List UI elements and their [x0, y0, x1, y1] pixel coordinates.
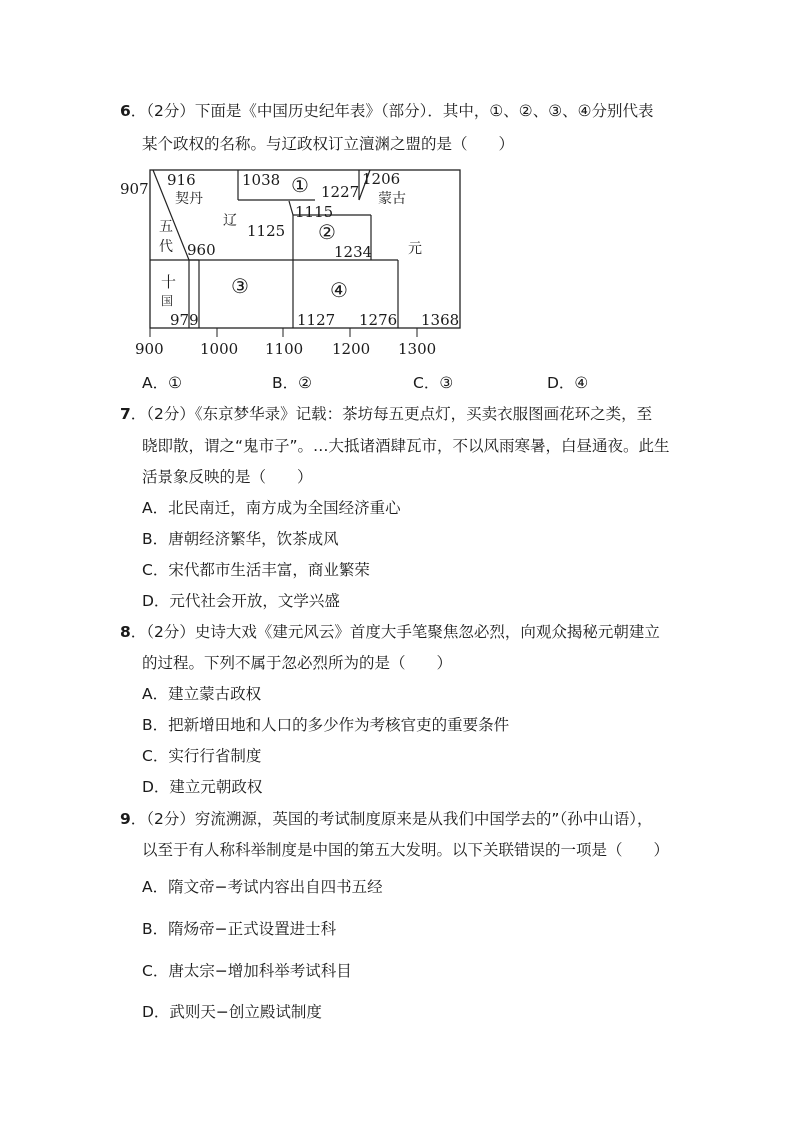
label-circle-2: ②: [318, 220, 336, 244]
q8-option-d[interactable]: D．建立元朝政权: [142, 778, 263, 796]
q9-number: 9: [120, 810, 131, 828]
q6-number: 6: [120, 102, 131, 120]
label-916: 916: [167, 171, 196, 189]
q6-line1: [120, 101, 654, 121]
q8-stem-2: 的过程。下列不属于忽必烈所为的是（ ）: [142, 654, 453, 672]
label-1125: 1125: [247, 222, 286, 240]
label-1206: 1206: [362, 170, 401, 188]
label-1234: 1234: [334, 243, 373, 261]
label-yuan: 元: [408, 241, 422, 257]
q6-option-d[interactable]: D．④: [547, 374, 589, 392]
q8-number: 8: [120, 623, 131, 641]
q7-option-c[interactable]: C．宋代都市生活丰富，商业繁荣: [142, 561, 370, 579]
label-1038: 1038: [242, 171, 281, 189]
label-1115: 1115: [295, 203, 334, 221]
label-circle-4: ④: [330, 278, 348, 302]
q6-stem-2: 某个政权的名称。与辽政权订立澶渊之盟的是（ ）: [142, 135, 515, 153]
q6-options: [142, 373, 642, 393]
q9-option-d[interactable]: D．武则天−创立殿试制度: [142, 1003, 322, 1021]
axis-tick-1000: 1000: [200, 340, 239, 358]
q9-line1: [120, 809, 652, 829]
q6-option-a[interactable]: A．①: [142, 374, 182, 392]
label-liao: 辽: [223, 213, 237, 229]
q7-option-a[interactable]: A．北民南迁，南方成为全国经济重心: [142, 499, 401, 517]
q8-option-b[interactable]: B．把新增田地和人口的多少作为考核官吏的重要条件: [142, 716, 510, 734]
label-1276: 1276: [359, 311, 398, 329]
q7-option-b[interactable]: B．唐朝经济繁华，饮茶成风: [142, 530, 339, 548]
axis-tick-900: 900: [135, 340, 164, 358]
q9-stem-2: 以至于有人称科举制度是中国的第五大发明。以下关联错误的一项是（ ）: [142, 841, 670, 859]
q9-option-b[interactable]: B．隋炀帝−正式设置进士科: [142, 920, 337, 938]
q9-stem-1: ．（2分）穷流溯源，英国的考试制度原来是从我们中国学去的”（孙中山语），: [130, 810, 653, 828]
q6-option-b[interactable]: B．②: [272, 374, 313, 392]
label-guo: 国: [161, 294, 174, 308]
q7-stem-3: 活景象反映的是（ ）: [142, 468, 313, 486]
label-1127: 1127: [297, 311, 336, 329]
label-1368: 1368: [421, 311, 460, 329]
label-1227: 1227: [321, 183, 360, 201]
label-dai: 代: [159, 239, 173, 255]
q7-stem-1: ．（2分）《东京梦华录》记载：茶坊每五更点灯，买卖衣服图画花环之类，至: [130, 405, 653, 423]
label-wu: 五: [159, 219, 173, 235]
label-khitan: 契丹: [175, 191, 203, 207]
axis-tick-1200: 1200: [332, 340, 371, 358]
label-960: 960: [187, 241, 216, 259]
label-mongol: 蒙古: [378, 191, 406, 207]
q8-stem-1: ．（2分）史诗大戏《建元风云》首度大手笔聚焦忽必烈，向观众揭秘元朝建立: [130, 623, 660, 641]
axis-tick-1300: 1300: [398, 340, 437, 358]
q8-option-c[interactable]: C．实行行省制度: [142, 747, 262, 765]
label-circle-1: ①: [291, 173, 309, 197]
q9-option-a[interactable]: A．隋文帝−考试内容出自四书五经: [142, 878, 383, 896]
q8-option-a[interactable]: A．建立蒙古政权: [142, 685, 262, 703]
label-907: 907: [120, 180, 149, 198]
label-shi: 十: [161, 273, 177, 291]
q6-option-c[interactable]: C．③: [413, 374, 454, 392]
q7-stem-2: 晓即散，谓之“鬼市子”。…大抵诸酒肆瓦市，不以风雨寒暑，白昼通夜。此生: [142, 437, 670, 455]
q8-line1: [120, 622, 660, 642]
q6-stem-1: ．（2分）下面是《中国历史纪年表》（部分）．其中，①、②、③、④分别代表: [130, 102, 654, 120]
line-1115-diagonal: [289, 201, 293, 215]
label-circle-3: ③: [231, 274, 249, 298]
label-979: 979: [170, 311, 199, 329]
chronology-chart: [115, 165, 475, 365]
axis-tick-1100: 1100: [265, 340, 304, 358]
q9-option-c[interactable]: C．唐太宗−增加科举考试科目: [142, 962, 352, 980]
q7-line1: [120, 404, 652, 424]
q7-number: 7: [120, 405, 131, 423]
q7-option-d[interactable]: D．元代社会开放，文学兴盛: [142, 592, 340, 610]
